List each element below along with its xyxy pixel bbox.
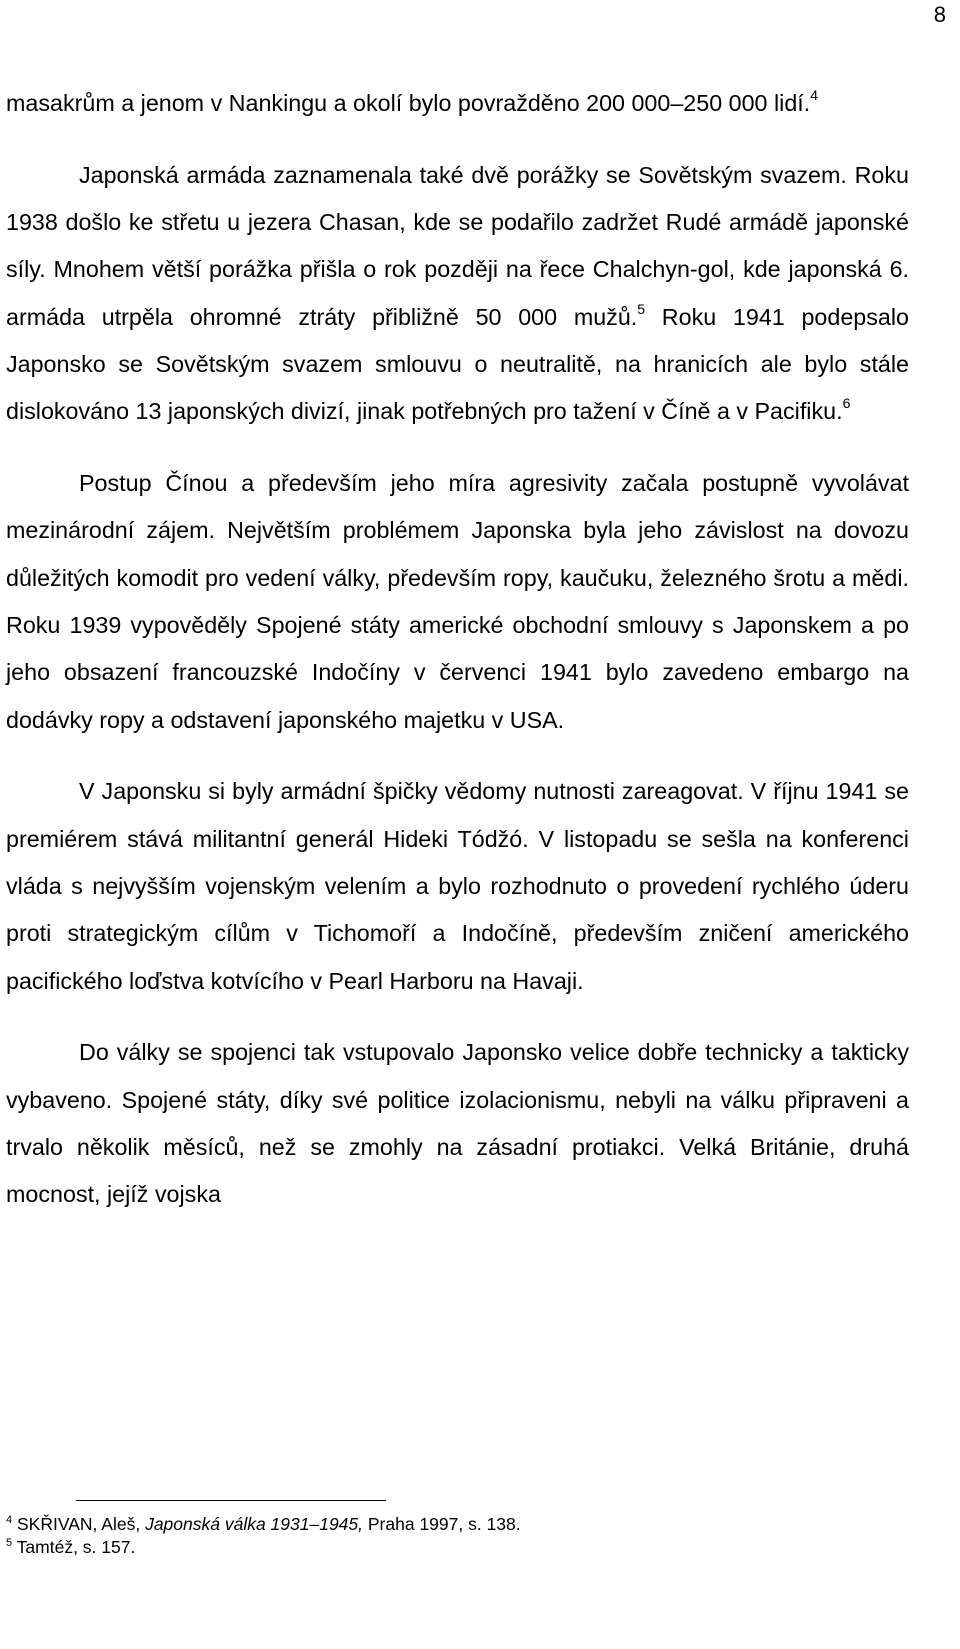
paragraph-text: Roku 1941 podepsalo Japonsko se Sovětským svazem smlouvu o neutralitě, na hranicích ale bylo stále dislokováno 13 japonských divizí, jinak potřebných pro tažení v Číně a v Pacifiku.	[6, 303, 910, 425]
paragraph	[6, 768, 909, 1004]
paragraph-text: Japonská armáda zaznamenala také dvě porážky se Sovětským svazem. Roku 1938 došlo ke střetu u jezera Chasan, kde se podařilo zadržet Rudé armádě japonské síly. Mnohem větší porážka přišla o rok později na řece Chalchyn-gol, kde japonská 6. armáda utrpěla ohromné ztráty přibližně 50 000 mužů.	[6, 161, 909, 330]
footnote-mark: 4	[6, 1514, 13, 1526]
body-text	[6, 80, 909, 1243]
paragraph	[6, 460, 909, 744]
paragraph-text: Postup Čínou a především jeho míra agresivity začala postupně vyvolávat mezinárodní zájem. Největším problémem Japonska byla jeho závislost na dovozu důležitých komodit pro vedení války, především ropy, kaučuku, železného šrotu a mědi. Roku 1939 vypověděly Spojené státy americké obchodní smlouvy s Japonskem a po jeho obsazení francouzské Indočíny v červenci 1941 bylo zavedeno embargo na dodávky ropy a odstavení japonského majetku v USA.	[6, 470, 909, 733]
page-number: 8	[933, 2, 946, 27]
footnote-author: SKŘIVAN, Aleš,	[17, 1514, 146, 1534]
footnote	[6, 1536, 909, 1559]
footnote-publication: Praha 1997, s. 138.	[363, 1514, 521, 1534]
footnote-reference[interactable]: 5	[637, 300, 646, 317]
paragraph	[6, 80, 909, 127]
paragraph-text: V Japonsku si byly armádní špičky vědomy nutnosti zareagovat. V říjnu 1941 se premiérem stává militantní generál Hideki Tódžó. V listopadu se sešla na konferenci vláda s nejvyšším vojenským velením a bylo rozhodnuto o provedení rychlého úderu proti strategickým cílům v Tichomoří a Indočíně, především zničení amerického pacifického loďstva kotvícího v Pearl Harboru na Havaji.	[6, 778, 909, 994]
footnote-author: Tamtéž, s. 157.	[16, 1537, 136, 1557]
paragraph	[6, 152, 909, 436]
footnote	[6, 1513, 909, 1536]
paragraph-text: Do války se spojenci tak vstupovalo Japonsko velice dobře technicky a takticky vybaveno. Spojené státy, díky své politice izolacionismu, nebyli na válku připraveni a trvalo několik měsíců, než se zmohly na zásadní protiakci. Velká Británie, druhá mocnost, jejíž vojska	[6, 1039, 909, 1208]
footnote-mark: 5	[6, 1537, 13, 1549]
footnote-reference[interactable]: 4	[810, 87, 819, 103]
footnote-reference[interactable]: 6	[842, 395, 851, 412]
footnote-title: Japonská válka 1931–1945,	[145, 1514, 364, 1534]
footnote-separator	[76, 1500, 386, 1501]
paragraph	[6, 1029, 909, 1218]
paragraph-text: masakrům a jenom v Nankingu a okolí bylo povražděno 200 000–250 000 lidí.	[6, 90, 811, 116]
footnotes	[6, 1513, 909, 1559]
